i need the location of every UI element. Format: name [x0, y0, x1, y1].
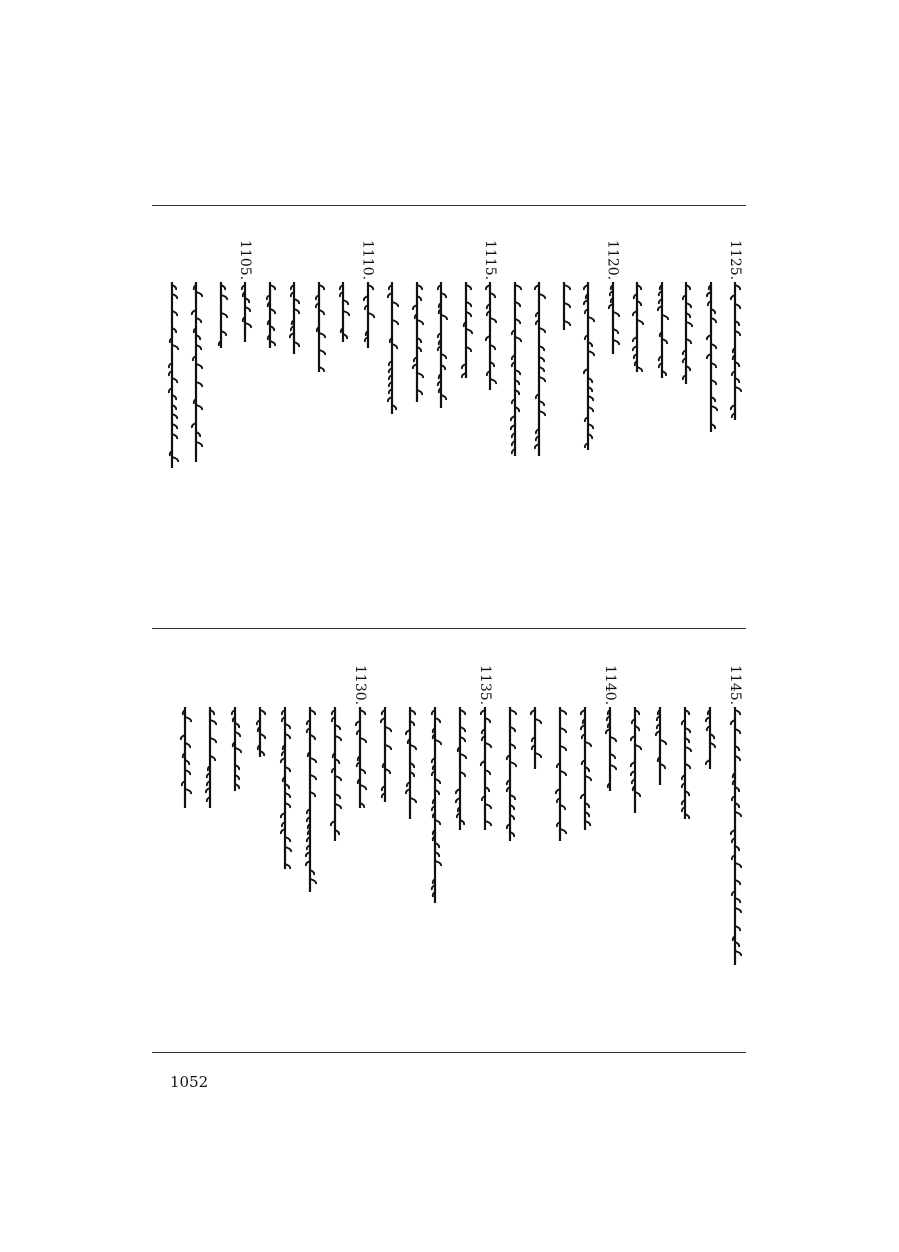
mongolian-script-text	[602, 707, 618, 791]
mongolian-script-text	[177, 707, 193, 808]
upper-verse-line	[602, 240, 624, 580]
lower-verse-line	[324, 665, 346, 985]
upper-verse-line	[479, 240, 501, 580]
mongolian-script-text	[605, 282, 621, 354]
mongolian-script-text	[433, 282, 449, 408]
mongolian-script-text	[580, 282, 596, 450]
lower-verse-line	[474, 665, 496, 985]
upper-verse-line	[357, 240, 379, 580]
mongolian-script-text	[384, 282, 400, 414]
upper-verse-line	[161, 240, 183, 580]
upper-verse-line	[651, 240, 673, 580]
mongolian-script-text	[527, 707, 543, 769]
lower-verse-line	[199, 665, 221, 985]
upper-verse-line	[259, 240, 281, 580]
mongolian-script-text	[702, 707, 718, 769]
mongolian-script-text	[377, 707, 393, 802]
upper-verse-line	[332, 240, 354, 580]
lower-verse-line	[674, 665, 696, 985]
lower-verse-line	[424, 665, 446, 985]
lower-verse-block	[152, 665, 746, 985]
line-number: 1115.	[482, 240, 498, 281]
mongolian-script-text	[629, 282, 645, 372]
lower-verse-line	[449, 665, 471, 985]
lower-verse-line	[599, 665, 621, 985]
mongolian-script-text	[277, 707, 293, 869]
mongolian-script-text	[482, 282, 498, 390]
mongolian-script-text	[627, 707, 643, 813]
mongolian-script-text	[556, 282, 572, 330]
mongolian-script-text	[164, 282, 180, 468]
upper-verse-line	[455, 240, 477, 580]
upper-verse-line	[430, 240, 452, 580]
line-number: 1110.	[359, 240, 376, 281]
line-number: 1135.	[477, 665, 493, 706]
upper-verse-line	[185, 240, 207, 580]
mongolian-script-text	[302, 707, 318, 892]
mongolian-script-text	[727, 707, 743, 965]
upper-verse-line	[283, 240, 305, 580]
upper-verse-line	[675, 240, 697, 580]
top-rule	[152, 205, 746, 206]
line-number: 1145.	[727, 665, 743, 706]
upper-verse-block	[152, 240, 746, 580]
line-number: 1125.	[727, 240, 743, 281]
lower-verse-line	[249, 665, 271, 985]
middle-rule	[152, 628, 746, 629]
lower-verse-line	[399, 665, 421, 985]
lower-verse-line	[649, 665, 671, 985]
upper-verse-line	[724, 240, 746, 580]
mongolian-script-text	[311, 282, 327, 372]
mongolian-script-text	[654, 282, 670, 378]
page-number: 1052	[170, 1073, 209, 1091]
mongolian-script-text	[531, 282, 547, 456]
mongolian-script-text	[409, 282, 425, 402]
mongolian-script-text	[360, 282, 376, 348]
lower-verse-line	[699, 665, 721, 985]
upper-verse-line	[308, 240, 330, 580]
upper-verse-line	[577, 240, 599, 580]
mongolian-script-text	[202, 707, 218, 808]
mongolian-script-text	[427, 707, 443, 903]
mongolian-script-text	[703, 282, 719, 432]
mongolian-script-text	[227, 707, 243, 791]
mongolian-script-text	[727, 282, 743, 420]
lower-verse-line	[549, 665, 571, 985]
mongolian-script-text	[327, 707, 343, 841]
line-number: 1140.	[602, 665, 618, 706]
upper-verse-line	[210, 240, 232, 580]
mongolian-script-text	[458, 282, 474, 378]
mongolian-script-text	[252, 707, 268, 757]
lower-verse-line	[299, 665, 321, 985]
upper-verse-line	[406, 240, 428, 580]
mongolian-script-text	[188, 282, 204, 462]
mongolian-script-text	[677, 707, 693, 819]
upper-verse-line	[553, 240, 575, 580]
mongolian-script-text	[452, 707, 468, 830]
mongolian-script-text	[335, 282, 351, 342]
upper-verse-line	[381, 240, 403, 580]
mongolian-script-text	[678, 282, 694, 384]
mongolian-script-text	[237, 282, 253, 342]
upper-verse-line	[504, 240, 526, 580]
lower-verse-line	[349, 665, 371, 985]
mongolian-script-text	[502, 707, 518, 841]
line-number: 1120.	[604, 240, 621, 281]
upper-verse-line	[626, 240, 648, 580]
mongolian-script-text	[402, 707, 418, 819]
upper-verse-line	[700, 240, 722, 580]
lower-verse-line	[174, 665, 196, 985]
mongolian-script-text	[477, 707, 493, 830]
upper-verse-line	[234, 240, 256, 580]
upper-verse-line	[528, 240, 550, 580]
mongolian-script-text	[577, 707, 593, 830]
line-number: 1105.	[237, 240, 253, 281]
mongolian-script-text	[262, 282, 278, 348]
mongolian-script-text	[552, 707, 568, 841]
lower-verse-line	[724, 665, 746, 985]
lower-verse-line	[374, 665, 396, 985]
mongolian-script-text	[286, 282, 302, 354]
lower-verse-line	[624, 665, 646, 985]
lower-verse-line	[574, 665, 596, 985]
mongolian-script-text	[507, 282, 523, 456]
mongolian-script-text	[652, 707, 668, 785]
line-number: 1130.	[352, 665, 368, 706]
mongolian-script-text	[352, 707, 368, 808]
lower-verse-line	[524, 665, 546, 985]
mongolian-script-text	[213, 282, 229, 348]
lower-verse-line	[274, 665, 296, 985]
lower-verse-line	[224, 665, 246, 985]
bottom-rule	[152, 1052, 746, 1053]
lower-verse-line	[499, 665, 521, 985]
